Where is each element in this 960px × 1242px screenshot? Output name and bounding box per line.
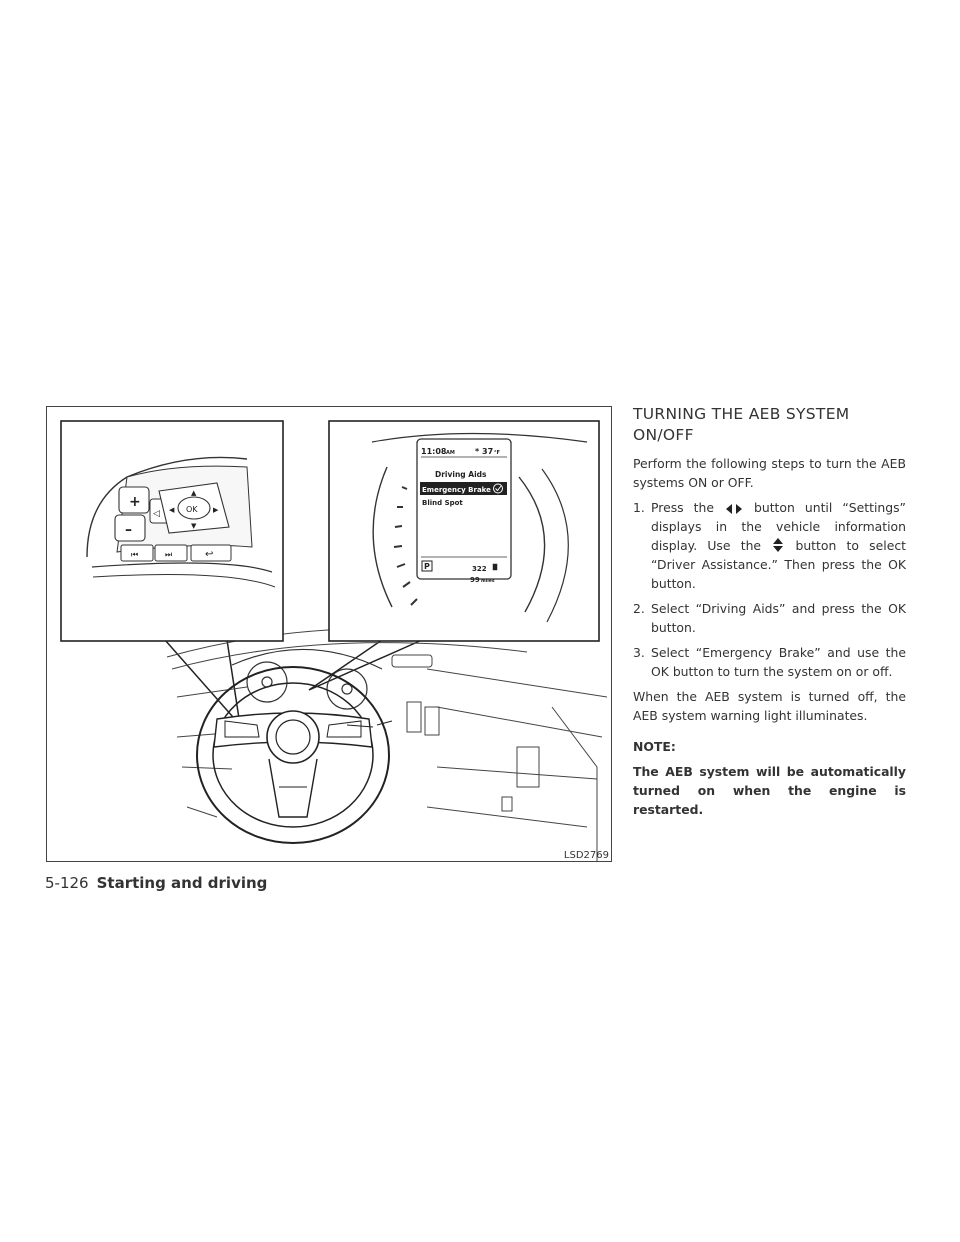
display-temperature: 37 [482,447,494,456]
section-heading [633,404,906,446]
step-1-text-c: button to select “Driver Assistance.” Then press the OK button. [651,538,906,591]
step-2-text: Select “Driving Aids” and press the OK button. [651,601,906,635]
next-track-icon: ⏭ [165,550,173,559]
step-1-text-b: button until “Settings” displays in the vehicle information display. Use the [651,500,906,553]
display-menu-item-emergency-brake: Emergency Brake [422,486,491,494]
section-title: Starting and driving [96,874,268,892]
step-1 [633,498,906,593]
display-odometer: 99 [470,576,480,584]
left-arrow-icon: ◀ [169,506,175,514]
steering-wheel-illustration [47,407,613,863]
figure-id-label: LSD2769 [563,850,609,861]
display-gear: P [424,562,430,571]
display-inset [329,421,599,641]
right-arrow-icon: ▶ [213,506,219,514]
back-icon: ↩ [205,549,214,560]
step-1-number: 1. [633,500,645,515]
plus-button-label: + [129,494,141,510]
step-3-text: Select “Emergency Brake” and use the OK button to turn the system on or off. [651,645,906,679]
note-heading: NOTE: [633,739,676,754]
step-2 [633,599,906,637]
snowflake-icon: * [475,447,480,456]
display-odometer-unit: miles [481,579,495,584]
illustration-figure [46,406,612,862]
down-arrow-icon: ▼ [191,522,197,530]
page-footer [45,874,267,892]
note-body: The AEB system will be automatically turned on when the engine is restarted. [633,764,906,817]
display-temperature-unit: °F [494,450,500,456]
volume-icon: ◁ [153,509,160,519]
minus-button-label: – [125,522,132,538]
heading-line-2: ON/OFF [633,426,694,444]
page-number: 5-126 [45,874,89,892]
previous-track-icon: ⏮ [131,550,139,559]
display-range: 322 [472,565,487,573]
heading-line-1: TURNING THE AEB SYSTEM [633,405,850,423]
step-2-number: 2. [633,601,645,616]
text-column [633,404,906,819]
up-down-arrows-icon [772,537,784,553]
warning-light-paragraph: When the AEB system is turned off, the AEB system warning light illuminates. [633,689,906,723]
step-3-number: 3. [633,645,645,660]
ok-button-label: OK [186,505,198,514]
fuel-icon [493,564,497,570]
left-right-arrows-icon [725,503,743,515]
display-menu-item-blind-spot: Blind Spot [422,499,463,507]
step-3 [633,643,906,681]
display-ampm: AM [446,450,455,456]
up-arrow-icon: ▲ [191,489,197,497]
display-time: 11:08 [421,447,447,456]
step-1-text-a: Press the [651,500,714,515]
display-menu-title: Driving Aids [435,470,487,479]
intro-paragraph: Perform the following steps to turn the AEB systems ON or OFF. [633,456,906,490]
